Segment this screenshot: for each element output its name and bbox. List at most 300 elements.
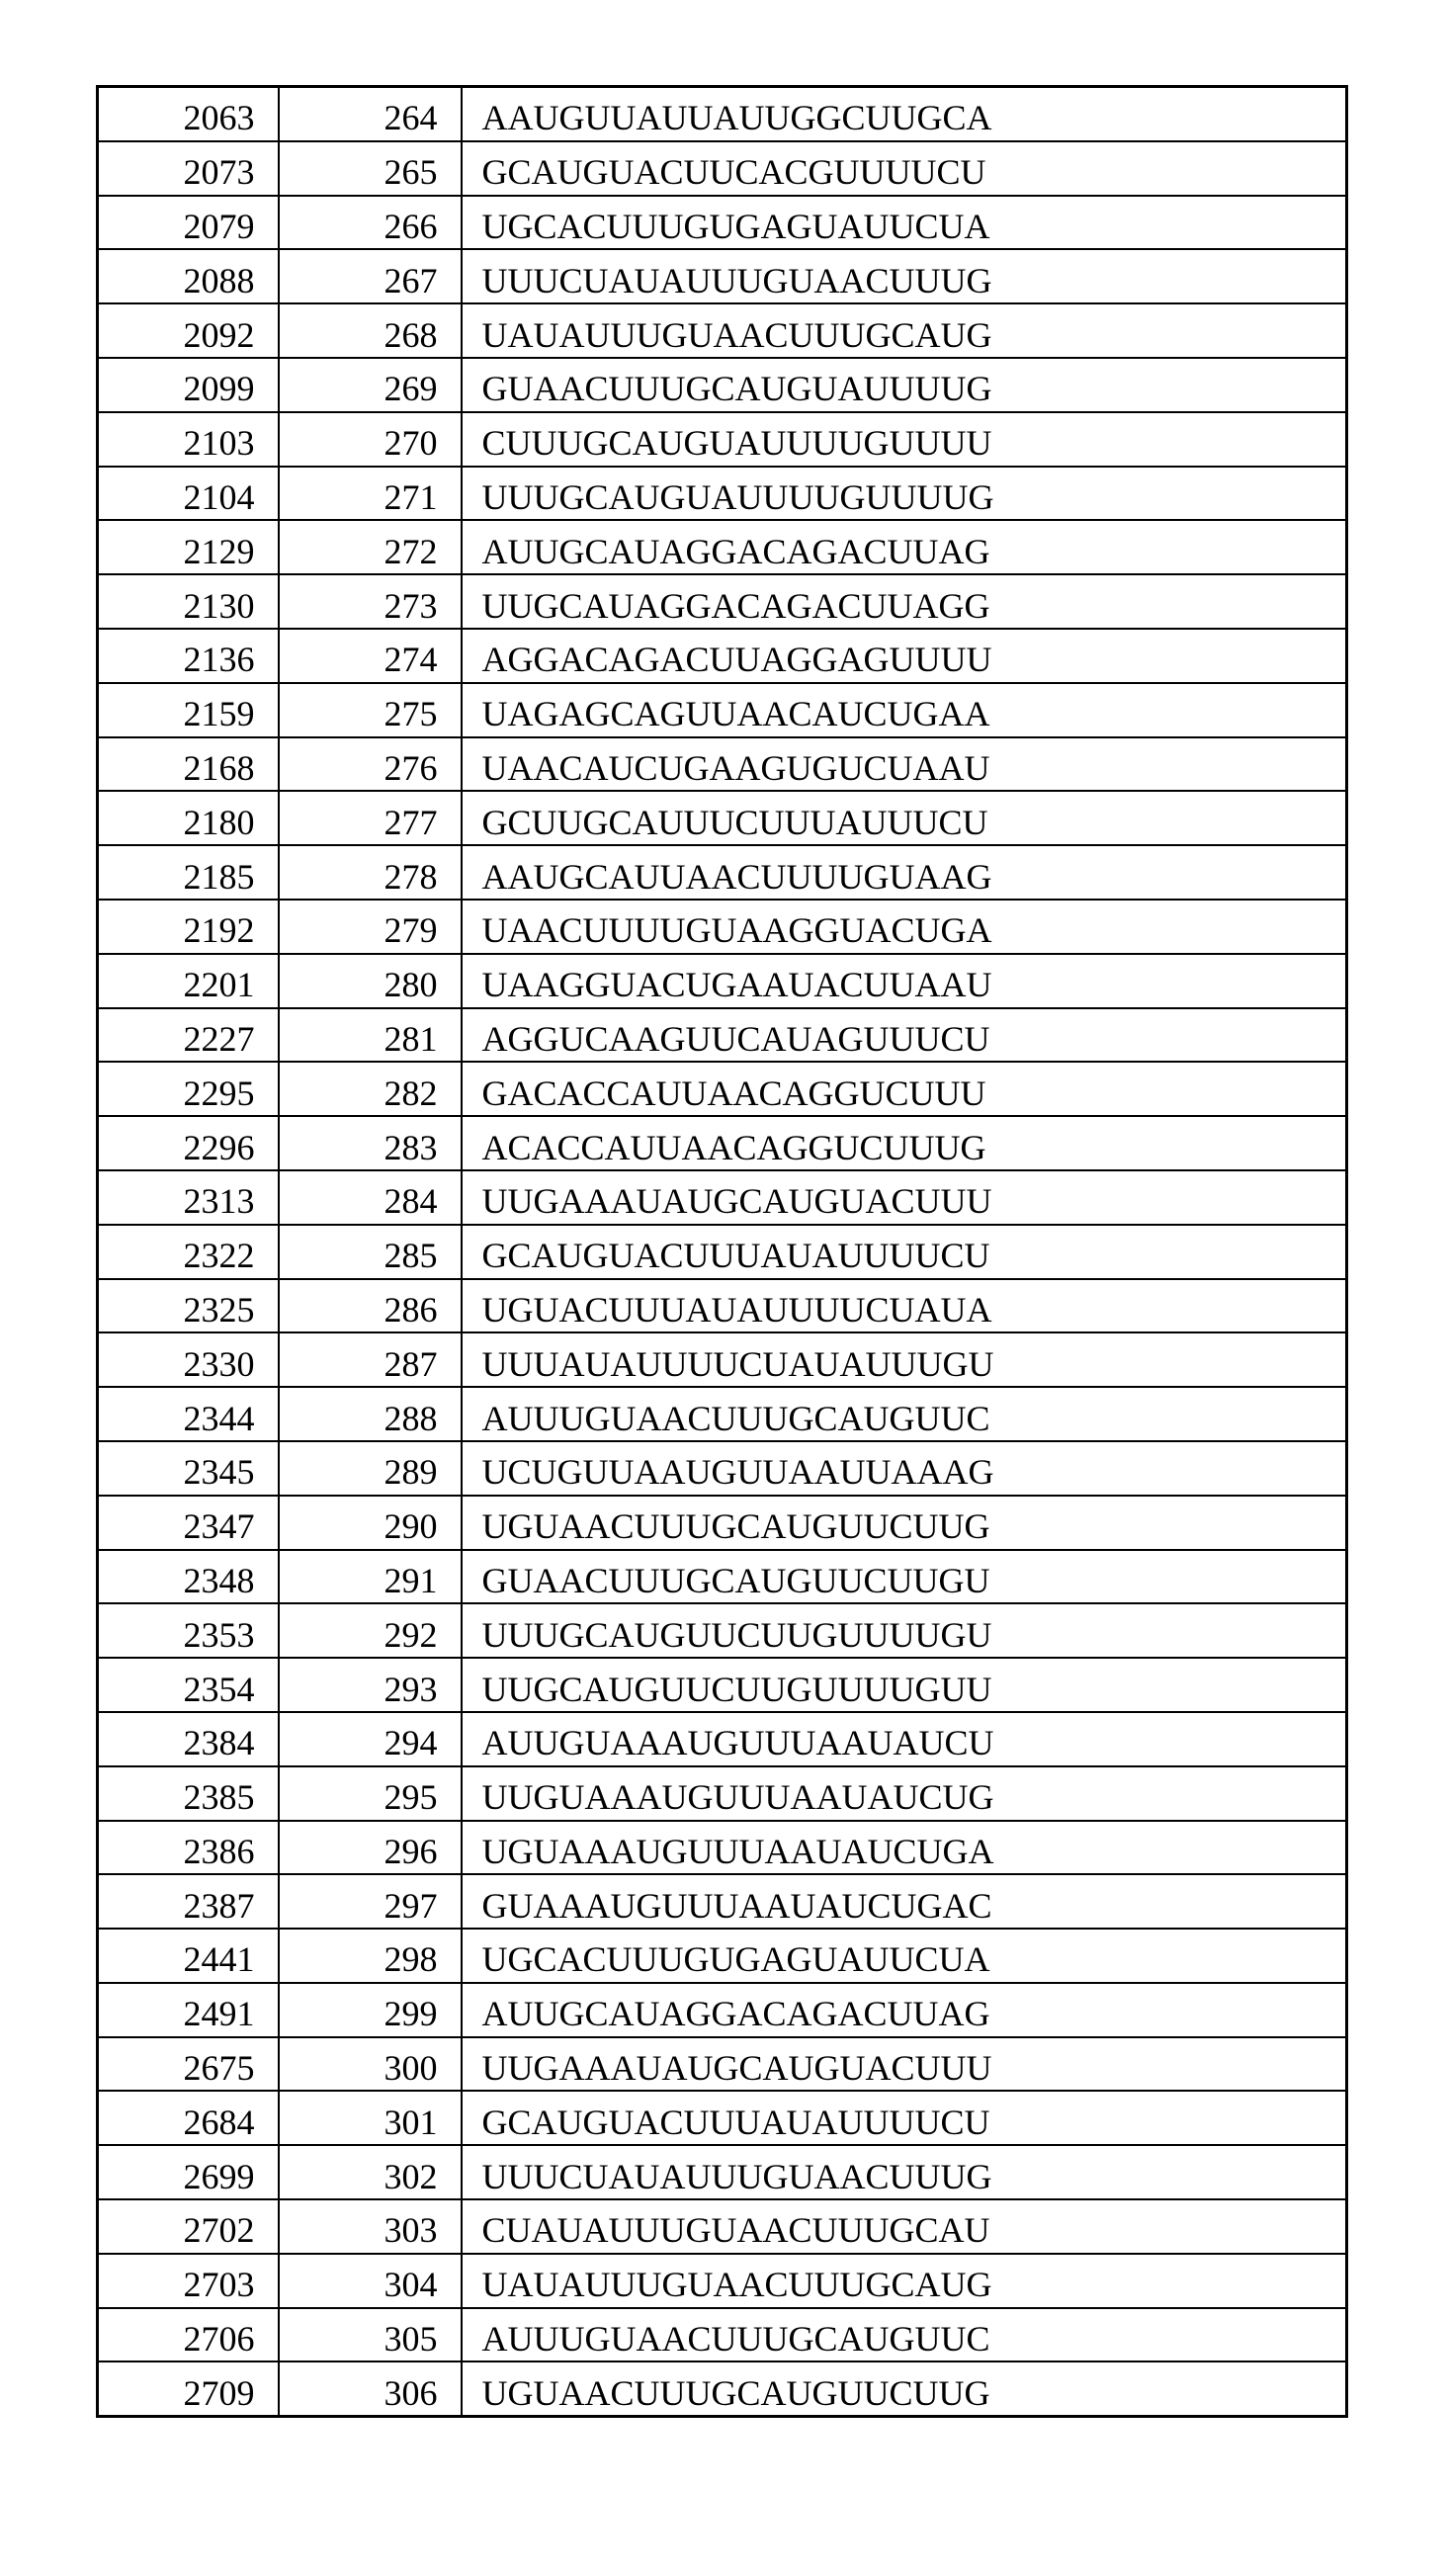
- position-cell-text: 2384: [184, 1723, 255, 1762]
- seq-id-cell-text: 264: [384, 98, 438, 137]
- position-cell-text: 2387: [184, 1886, 255, 1926]
- sequence-cell: [462, 358, 1347, 412]
- position-cell: [98, 1550, 279, 1604]
- table-row: [98, 2145, 1347, 2199]
- sequence-cell-text: AAUGUUAUUAUUGGCUUGCA: [482, 98, 992, 137]
- seq-id-cell: [279, 1008, 462, 1063]
- seq-id-cell: [279, 574, 462, 629]
- seq-id-cell-text: 270: [384, 423, 438, 463]
- seq-id-cell: [279, 1062, 462, 1116]
- seq-id-cell-text: 277: [384, 803, 438, 842]
- position-cell: [98, 141, 279, 196]
- table-row: [98, 2308, 1347, 2362]
- position-cell-text: 2347: [184, 1506, 255, 1546]
- position-cell-text: 2702: [184, 2210, 255, 2250]
- table-row: [98, 1496, 1347, 1550]
- seq-id-cell: [279, 249, 462, 303]
- seq-id-cell-text: 299: [384, 1994, 438, 2033]
- sequence-cell-text: UGUAACUUUGCAUGUUCUUG: [482, 2373, 990, 2413]
- sequence-cell: [462, 249, 1347, 303]
- seq-id-cell-text: 305: [384, 2319, 438, 2359]
- sequence-cell: [462, 412, 1347, 467]
- seq-id-cell-text: 266: [384, 207, 438, 246]
- table-row: [98, 1712, 1347, 1766]
- seq-id-cell-text: 267: [384, 261, 438, 301]
- position-cell-text: 2386: [184, 1832, 255, 1871]
- sequence-cell: [462, 1225, 1347, 1279]
- sequence-cell-text: UGUAACUUUGCAUGUUCUUG: [482, 1506, 990, 1546]
- table-row: [98, 412, 1347, 467]
- position-cell: [98, 900, 279, 954]
- position-cell-text: 2130: [184, 586, 255, 626]
- sequence-cell-text: UAGAGCAGUUAACAUCUGAA: [482, 694, 990, 733]
- table-row: [98, 467, 1347, 521]
- seq-id-cell: [279, 1658, 462, 1712]
- table-row: [98, 1279, 1347, 1333]
- seq-id-cell: [279, 196, 462, 250]
- seq-id-cell-text: 282: [384, 1073, 438, 1113]
- sequence-cell: [462, 629, 1347, 683]
- sequence-cell-text: UCUGUUAAUGUUAAUUAAAG: [482, 1452, 994, 1492]
- position-cell-text: 2706: [184, 2319, 255, 2359]
- seq-id-cell: [279, 1874, 462, 1929]
- table-row: [98, 1008, 1347, 1063]
- table-row: [98, 683, 1347, 737]
- table-row: [98, 954, 1347, 1008]
- sequence-cell-text: AUUGCAUAGGACAGACUUAG: [482, 532, 990, 571]
- position-cell: [98, 1603, 279, 1658]
- table-row: [98, 1821, 1347, 1875]
- table-row: [98, 2361, 1347, 2416]
- seq-id-cell: [279, 900, 462, 954]
- position-cell-text: 2348: [184, 1561, 255, 1600]
- position-cell: [98, 1658, 279, 1712]
- position-cell: [98, 1008, 279, 1063]
- seq-id-cell-text: 265: [384, 152, 438, 192]
- position-cell: [98, 2145, 279, 2199]
- position-cell-text: 2092: [184, 315, 255, 355]
- sequence-cell-text: GCAUGUACUUUAUAUUUUCU: [482, 2103, 990, 2142]
- sequence-cell: [462, 2145, 1347, 2199]
- sequence-cell: [462, 737, 1347, 792]
- position-cell: [98, 358, 279, 412]
- seq-id-cell-text: 294: [384, 1723, 438, 1762]
- position-cell: [98, 683, 279, 737]
- seq-id-cell-text: 283: [384, 1128, 438, 1167]
- position-cell: [98, 737, 279, 792]
- position-cell: [98, 954, 279, 1008]
- position-cell-text: 2099: [184, 369, 255, 408]
- seq-id-cell: [279, 87, 462, 141]
- sequence-cell-text: UGUAAAUGUUUAAUAUCUGA: [482, 1832, 994, 1871]
- sequence-cell-text: UGCACUUUGUGAGUAUUCUA: [482, 1939, 990, 1979]
- seq-id-cell-text: 281: [384, 1019, 438, 1059]
- position-cell: [98, 87, 279, 141]
- seq-id-cell-text: 269: [384, 369, 438, 408]
- sequence-cell-text: GCUUGCAUUUCUUUAUUUCU: [482, 803, 988, 842]
- sequence-cell-text: CUAUAUUUGUAACUUUGCAU: [482, 2210, 990, 2250]
- sequence-cell: [462, 141, 1347, 196]
- table-row: [98, 249, 1347, 303]
- sequence-cell-text: AUUUGUAACUUUGCAUGUUC: [482, 2319, 990, 2359]
- sequence-table: [96, 85, 1348, 2418]
- position-cell-text: 2159: [184, 694, 255, 733]
- position-cell-text: 2079: [184, 207, 255, 246]
- position-cell: [98, 1170, 279, 1225]
- position-cell-text: 2227: [184, 1019, 255, 1059]
- sequence-cell-text: AAUGCAUUAACUUUUGUAAG: [482, 857, 992, 897]
- seq-id-cell-text: 284: [384, 1181, 438, 1221]
- sequence-cell-text: UAUAUUUGUAACUUUGCAUG: [482, 2265, 992, 2304]
- sequence-cell: [462, 1387, 1347, 1441]
- position-cell: [98, 196, 279, 250]
- position-cell: [98, 1225, 279, 1279]
- position-cell-text: 2295: [184, 1073, 255, 1113]
- table-row: [98, 1550, 1347, 1604]
- position-cell: [98, 845, 279, 900]
- seq-id-cell: [279, 737, 462, 792]
- position-cell: [98, 1387, 279, 1441]
- seq-id-cell: [279, 845, 462, 900]
- sequence-cell-text: UUUCUAUAUUUGUAACUUUG: [482, 261, 992, 301]
- table-row: [98, 1929, 1347, 1983]
- sequence-cell: [462, 1712, 1347, 1766]
- seq-id-cell: [279, 412, 462, 467]
- seq-id-cell-text: 280: [384, 965, 438, 1004]
- seq-id-cell: [279, 1983, 462, 2037]
- position-cell-text: 2709: [184, 2373, 255, 2413]
- seq-id-cell-text: 302: [384, 2157, 438, 2196]
- position-cell-text: 2441: [184, 1939, 255, 1979]
- sequence-cell: [462, 683, 1347, 737]
- sequence-cell-text: AUUUGUAACUUUGCAUGUUC: [482, 1399, 990, 1438]
- position-cell: [98, 791, 279, 845]
- position-cell-text: 2201: [184, 965, 255, 1004]
- seq-id-cell: [279, 2361, 462, 2416]
- table-row: [98, 791, 1347, 845]
- seq-id-cell-text: 306: [384, 2373, 438, 2413]
- table-row: [98, 900, 1347, 954]
- seq-id-cell-text: 298: [384, 1939, 438, 1979]
- sequence-cell: [462, 1658, 1347, 1712]
- table-row: [98, 87, 1347, 141]
- sequence-cell-text: UUGUAAAUGUUUAAUAUCUG: [482, 1777, 994, 1817]
- table-row: [98, 2199, 1347, 2254]
- sequence-cell-text: UUUGCAUGUUCUUGUUUUGU: [482, 1615, 992, 1655]
- seq-id-cell: [279, 1387, 462, 1441]
- position-cell-text: 2353: [184, 1615, 255, 1655]
- position-cell: [98, 1766, 279, 1821]
- sequence-cell: [462, 1874, 1347, 1929]
- sequence-cell: [462, 1332, 1347, 1387]
- position-cell-text: 2325: [184, 1290, 255, 1330]
- sequence-cell: [462, 900, 1347, 954]
- table-row: [98, 2254, 1347, 2308]
- position-cell-text: 2354: [184, 1670, 255, 1709]
- seq-id-cell-text: 291: [384, 1561, 438, 1600]
- position-cell: [98, 1332, 279, 1387]
- sequence-cell: [462, 1062, 1347, 1116]
- seq-id-cell-text: 289: [384, 1452, 438, 1492]
- seq-id-cell-text: 292: [384, 1615, 438, 1655]
- table-row: [98, 1062, 1347, 1116]
- seq-id-cell: [279, 2199, 462, 2254]
- position-cell-text: 2345: [184, 1452, 255, 1492]
- sequence-cell: [462, 1983, 1347, 2037]
- seq-id-cell-text: 268: [384, 315, 438, 355]
- sequence-cell: [462, 2037, 1347, 2092]
- position-cell: [98, 1062, 279, 1116]
- sequence-cell: [462, 87, 1347, 141]
- position-cell: [98, 2091, 279, 2145]
- position-cell: [98, 1874, 279, 1929]
- position-cell-text: 2330: [184, 1344, 255, 1384]
- sequence-cell-text: ACACCAUUAACAGGUCUUUG: [482, 1128, 986, 1167]
- table-row: [98, 1441, 1347, 1496]
- sequence-cell: [462, 1008, 1347, 1063]
- position-cell-text: 2675: [184, 2048, 255, 2088]
- table-row: [98, 1116, 1347, 1170]
- seq-id-cell: [279, 1441, 462, 1496]
- position-cell-text: 2703: [184, 2265, 255, 2304]
- seq-id-cell-text: 275: [384, 694, 438, 733]
- table-row: [98, 358, 1347, 412]
- table-row: [98, 845, 1347, 900]
- sequence-cell: [462, 467, 1347, 521]
- seq-id-cell: [279, 2145, 462, 2199]
- sequence-cell: [462, 1821, 1347, 1875]
- position-cell-text: 2180: [184, 803, 255, 842]
- table-row: [98, 1225, 1347, 1279]
- position-cell: [98, 1821, 279, 1875]
- position-cell: [98, 2308, 279, 2362]
- table-row: [98, 141, 1347, 196]
- sequence-cell-text: GUAAAUGUUUAAUAUCUGAC: [482, 1886, 992, 1926]
- sequence-cell-text: UGUACUUUAUAUUUUCUAUA: [482, 1290, 992, 1330]
- position-cell-text: 2104: [184, 477, 255, 517]
- seq-id-cell-text: 301: [384, 2103, 438, 2142]
- position-cell: [98, 467, 279, 521]
- position-cell: [98, 1441, 279, 1496]
- position-cell-text: 2136: [184, 640, 255, 679]
- position-cell: [98, 629, 279, 683]
- seq-id-cell-text: 287: [384, 1344, 438, 1384]
- seq-id-cell: [279, 1712, 462, 1766]
- sequence-cell: [462, 2091, 1347, 2145]
- sequence-cell-text: UUGCAUGUUCUUGUUUUGUU: [482, 1670, 992, 1709]
- seq-id-cell: [279, 1550, 462, 1604]
- sequence-cell-text: AUUGUAAAUGUUUAAUAUCU: [482, 1723, 994, 1762]
- table-row: [98, 1387, 1347, 1441]
- position-cell: [98, 574, 279, 629]
- position-cell-text: 2296: [184, 1128, 255, 1167]
- position-cell: [98, 520, 279, 574]
- position-cell: [98, 1983, 279, 2037]
- sequence-cell-text: UUGAAAUAUGCAUGUACUUU: [482, 1181, 992, 1221]
- table-row: [98, 1983, 1347, 2037]
- position-cell-text: 2684: [184, 2103, 255, 2142]
- seq-id-cell: [279, 303, 462, 358]
- sequence-cell-text: CUUUGCAUGUAUUUUGUUUU: [482, 423, 992, 463]
- table-row: [98, 1170, 1347, 1225]
- sequence-cell: [462, 1496, 1347, 1550]
- position-cell-text: 2313: [184, 1181, 255, 1221]
- seq-id-cell-text: 297: [384, 1886, 438, 1926]
- position-cell: [98, 412, 279, 467]
- position-cell: [98, 249, 279, 303]
- table-row: [98, 520, 1347, 574]
- seq-id-cell: [279, 683, 462, 737]
- seq-id-cell: [279, 467, 462, 521]
- sequence-cell: [462, 791, 1347, 845]
- seq-id-cell-text: 304: [384, 2265, 438, 2304]
- position-cell: [98, 303, 279, 358]
- sequence-cell-text: GACACCAUUAACAGGUCUUU: [482, 1073, 986, 1113]
- sequence-cell: [462, 954, 1347, 1008]
- position-cell-text: 2103: [184, 423, 255, 463]
- table-row: [98, 1766, 1347, 1821]
- table-row: [98, 1874, 1347, 1929]
- seq-id-cell: [279, 954, 462, 1008]
- position-cell-text: 2192: [184, 910, 255, 950]
- position-cell: [98, 2361, 279, 2416]
- seq-id-cell-text: 276: [384, 748, 438, 788]
- position-cell-text: 2322: [184, 1236, 255, 1275]
- sequence-cell-text: AUUGCAUAGGACAGACUUAG: [482, 1994, 990, 2033]
- seq-id-cell-text: 286: [384, 1290, 438, 1330]
- table-row: [98, 737, 1347, 792]
- sequence-cell: [462, 1766, 1347, 1821]
- seq-id-cell-text: 285: [384, 1236, 438, 1275]
- sequence-cell-text: UUUCUAUAUUUGUAACUUUG: [482, 2157, 992, 2196]
- seq-id-cell: [279, 358, 462, 412]
- sequence-cell: [462, 2199, 1347, 2254]
- seq-id-cell: [279, 1496, 462, 1550]
- table-row: [98, 574, 1347, 629]
- sequence-table-body: [98, 87, 1347, 2417]
- seq-id-cell-text: 296: [384, 1832, 438, 1871]
- sequence-cell-text: UAAGGUACUGAAUACUUAAU: [482, 965, 992, 1004]
- sequence-cell-text: UUUAUAUUUUCUAUAUUUGU: [482, 1344, 994, 1384]
- position-cell: [98, 2254, 279, 2308]
- sequence-cell-text: GCAUGUACUUCACGUUUUCU: [482, 152, 986, 192]
- sequence-cell-text: AGGACAGACUUAGGAGUUUU: [482, 640, 992, 679]
- table-row: [98, 629, 1347, 683]
- seq-id-cell-text: 293: [384, 1670, 438, 1709]
- sequence-cell-text: UAUAUUUGUAACUUUGCAUG: [482, 315, 992, 355]
- position-cell-text: 2063: [184, 98, 255, 137]
- sequence-cell-text: AGGUCAAGUUCAUAGUUUCU: [482, 1019, 990, 1059]
- sequence-cell: [462, 2308, 1347, 2362]
- seq-id-cell-text: 295: [384, 1777, 438, 1817]
- sequence-cell-text: UAACUUUUGUAAGGUACUGA: [482, 910, 992, 950]
- seq-id-cell-text: 278: [384, 857, 438, 897]
- seq-id-cell-text: 271: [384, 477, 438, 517]
- sequence-cell: [462, 1929, 1347, 1983]
- sequence-cell-text: UGCACUUUGUGAGUAUUCUA: [482, 207, 990, 246]
- seq-id-cell: [279, 1279, 462, 1333]
- seq-id-cell-text: 273: [384, 586, 438, 626]
- seq-id-cell: [279, 2254, 462, 2308]
- seq-id-cell-text: 279: [384, 910, 438, 950]
- sequence-cell: [462, 520, 1347, 574]
- position-cell-text: 2073: [184, 152, 255, 192]
- sequence-cell: [462, 1116, 1347, 1170]
- table-row: [98, 2037, 1347, 2092]
- sequence-cell: [462, 303, 1347, 358]
- seq-id-cell: [279, 1170, 462, 1225]
- seq-id-cell-text: 288: [384, 1399, 438, 1438]
- position-cell-text: 2491: [184, 1994, 255, 2033]
- seq-id-cell: [279, 791, 462, 845]
- position-cell-text: 2088: [184, 261, 255, 301]
- sequence-cell-text: UUGAAAUAUGCAUGUACUUU: [482, 2048, 992, 2088]
- sequence-cell-text: GCAUGUACUUUAUAUUUUCU: [482, 1236, 990, 1275]
- position-cell: [98, 2037, 279, 2092]
- table-row: [98, 2091, 1347, 2145]
- seq-id-cell-text: 274: [384, 640, 438, 679]
- seq-id-cell-text: 272: [384, 532, 438, 571]
- sequence-cell: [462, 574, 1347, 629]
- seq-id-cell: [279, 1332, 462, 1387]
- seq-id-cell-text: 290: [384, 1506, 438, 1546]
- seq-id-cell: [279, 1766, 462, 1821]
- seq-id-cell: [279, 1116, 462, 1170]
- position-cell: [98, 1279, 279, 1333]
- sequence-cell: [462, 1441, 1347, 1496]
- position-cell-text: 2129: [184, 532, 255, 571]
- sequence-cell-text: GUAACUUUGCAUGUAUUUUG: [482, 369, 992, 408]
- sequence-cell: [462, 845, 1347, 900]
- sequence-cell: [462, 1550, 1347, 1604]
- sequence-cell: [462, 2361, 1347, 2416]
- sequence-cell: [462, 1279, 1347, 1333]
- seq-id-cell: [279, 1929, 462, 1983]
- position-cell-text: 2185: [184, 857, 255, 897]
- position-cell-text: 2168: [184, 748, 255, 788]
- seq-id-cell: [279, 1821, 462, 1875]
- seq-id-cell-text: 300: [384, 2048, 438, 2088]
- table-row: [98, 1658, 1347, 1712]
- seq-id-cell: [279, 1603, 462, 1658]
- position-cell: [98, 1712, 279, 1766]
- seq-id-cell: [279, 520, 462, 574]
- sequence-cell: [462, 1170, 1347, 1225]
- sequence-cell-text: UUUGCAUGUAUUUUGUUUUG: [482, 477, 994, 517]
- table-row: [98, 1603, 1347, 1658]
- sequence-cell: [462, 196, 1347, 250]
- seq-id-cell: [279, 2308, 462, 2362]
- sequence-cell: [462, 1603, 1347, 1658]
- position-cell: [98, 1116, 279, 1170]
- position-cell: [98, 2199, 279, 2254]
- seq-id-cell: [279, 1225, 462, 1279]
- seq-id-cell: [279, 2091, 462, 2145]
- position-cell-text: 2344: [184, 1399, 255, 1438]
- seq-id-cell-text: 303: [384, 2210, 438, 2250]
- table-row: [98, 1332, 1347, 1387]
- position-cell: [98, 1929, 279, 1983]
- sequence-cell-text: UAACAUCUGAAGUGUCUAAU: [482, 748, 990, 788]
- sequence-cell-text: GUAACUUUGCAUGUUCUUGU: [482, 1561, 990, 1600]
- sequence-cell-text: UUGCAUAGGACAGACUUAGG: [482, 586, 990, 626]
- seq-id-cell: [279, 141, 462, 196]
- seq-id-cell: [279, 2037, 462, 2092]
- seq-id-cell: [279, 629, 462, 683]
- table-row: [98, 196, 1347, 250]
- position-cell-text: 2385: [184, 1777, 255, 1817]
- position-cell: [98, 1496, 279, 1550]
